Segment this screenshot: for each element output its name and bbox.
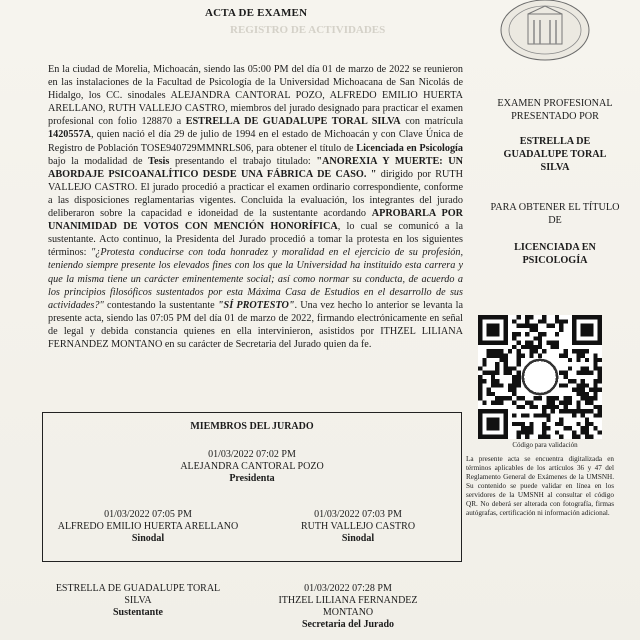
show-through-text: REGISTRO DE ACTIVIDADES	[230, 24, 386, 36]
obtain-title-1: PARA OBTENER EL TÍTULO	[490, 202, 620, 213]
exam-heading-1: EXAMEN PROFESIONAL	[497, 98, 613, 109]
degree-name: Licenciada en Psicología	[356, 142, 463, 154]
right-student-2: GUADALUPE TORAL	[503, 149, 607, 160]
sinodal-2-time: 01/03/2022 07:03 PM	[314, 509, 402, 520]
act-body	[48, 63, 463, 351]
qr-caption: Código para validación	[512, 441, 578, 449]
student-sig-name-1: ESTRELLA DE GUADALUPE TORAL	[55, 583, 221, 594]
student-sig-name-2: SILVA	[124, 595, 152, 606]
obtain-title-heading	[470, 201, 640, 227]
right-degree-2: PSICOLOGÍA	[522, 255, 588, 266]
document-title: ACTA DE EXAMEN	[205, 7, 308, 19]
president-signature	[43, 449, 461, 485]
thesis-title: "ANOREXIA Y MUERTE: UN ABORDAJE PSICOANALÍTICO DESDE UNA FÁBRICA DE CASO. "	[48, 155, 464, 180]
university-seal-icon	[498, 0, 592, 62]
secretary-time: 01/03/2022 07:28 PM	[304, 583, 392, 594]
sinodal-1-name: ALFREDO EMILIO HUERTA ARELLANO	[57, 521, 239, 532]
jury-box	[42, 412, 462, 562]
president-time: 01/03/2022 07:02 PM	[208, 449, 296, 460]
right-degree	[470, 241, 640, 267]
jury-title: MIEMBROS DEL JURADO	[190, 421, 314, 432]
sinodal-1-time: 01/03/2022 07:05 PM	[104, 509, 192, 520]
obtain-title-2: DE	[548, 215, 562, 226]
body-text-9: . Una vez hecho lo anterior se levanta la presente acta, siendo las 07:05 PM del día 01 de marzo de 2022, firmando electrónicamente en señal de legal y debida constancia quienes en ella intervinieron, asistidos por ITHZEL LILIANA FERNANDEZ MONTANO en su carácter de Secretaria del Jurado quien da fe.	[48, 299, 463, 350]
body-text-5: presentando el trabajo titulado:	[169, 155, 317, 167]
secretary-name-2: MONTANO	[322, 607, 374, 618]
secretary-name-1: ITHZEL LILIANA FERNANDEZ	[278, 595, 418, 606]
sinodal-1-role: Sinodal	[131, 533, 165, 544]
secretary-signature	[248, 583, 448, 631]
right-degree-1: LICENCIADA EN	[514, 242, 596, 253]
exam-mode: Tesis	[148, 155, 170, 167]
student-signature	[38, 583, 238, 619]
right-student-name	[470, 135, 640, 174]
sinodal-1-signature	[43, 509, 253, 545]
body-text-3: , quien nació el día 29 de julio de 1994 en el estado de Michoacán y con Clave Única de Registro de Población TOSE940729MMNRLS06, para obtener el título de	[48, 129, 463, 154]
president-role: Presidenta	[229, 473, 275, 484]
body-text-6: dirigido por RUTH VALLEJO CASTRO. El jurado procedió a practicar el examen ordinario correspondiente, conforme a las disposiciones reglamentarias vigentes. Concluida la evaluación, los integrantes del jurado deliberaron sobre la capacidad e idoneidad de la sustentante acordando	[48, 168, 463, 220]
sinodal-2-role: Sinodal	[341, 533, 375, 544]
body-text-1: En la ciudad de Morelia, Michoacán, siendo las 05:00 PM del día 01 de marzo de 2022 se reunieron en las instalaciones de la Facultad de Psicología de la Universidad Michoacana de San Nicolás de Hidalgo, los CC. sinodales ALEJANDRA CANTORAL POZO, ALFREDO EMILIO HUERTA ARELLANO, RUTH VALLEJO CASTRO, miembros del jurado designado para practicar el examen profesional con folio 128870 a	[48, 64, 463, 128]
right-student-1: ESTRELLA DE	[519, 136, 591, 147]
validation-qr-code-icon[interactable]	[478, 315, 602, 439]
sinodal-2-signature	[253, 509, 463, 545]
body-text-2: con matrícula	[400, 116, 463, 128]
student-sig-role: Sustentante	[112, 607, 163, 618]
right-student-3: SILVA	[540, 162, 570, 173]
body-text-7: , lo cual se comunicó a la sustentante. Acto continuo, la Presidenta del Jurado procedió a tomar la protesta en los siguientes términos:	[48, 221, 463, 259]
exam-heading	[470, 97, 640, 123]
oath-answer: "SÍ PROTESTO"	[217, 299, 295, 311]
president-name: ALEJANDRA CANTORAL POZO	[180, 461, 324, 472]
validation-note: La presente acta se encuentra digitalizada en términos aplicables de los artículos 36 y 47 del Reglamento General de Exámenes de la UMSNH. Su contenido se puede validar en línea en los servidores de la UMSNH al consultar el código QR. No deberá ser alterada con fotografía, firmas autógrafas, certificación ni información adicional.	[466, 455, 614, 517]
body-text-4: bajo la modalidad de	[48, 155, 149, 167]
secretary-role: Secretaria del Jurado	[301, 619, 395, 630]
body-text-8: contestando la sustentante	[103, 299, 218, 311]
student-name: ESTRELLA DE GUADALUPE TORAL SILVA	[185, 116, 401, 128]
exam-heading-2: PRESENTADO POR	[511, 111, 599, 122]
student-id: 1420557A	[48, 129, 92, 141]
sinodal-2-name: RUTH VALLEJO CASTRO	[300, 521, 416, 532]
oath-text: "¿Protesta conducirse con toda honradez y moralidad en el ejercicio de su profesión, teniendo siempre presente los elevados fines con los que la Universidad ha instituido esta carrera y que la misma tiene un carácter eminentemente social; así como normar su conducta, de acuerdo a los principios filosóficos sustentados por esta Máxima Casa de Estudios en el desarrollo de sus actividades?"	[48, 247, 464, 311]
verdict: APROBARLA POR UNANIMIDAD DE VOTOS CON MENCIÓN HONORÍFICA	[48, 208, 463, 233]
